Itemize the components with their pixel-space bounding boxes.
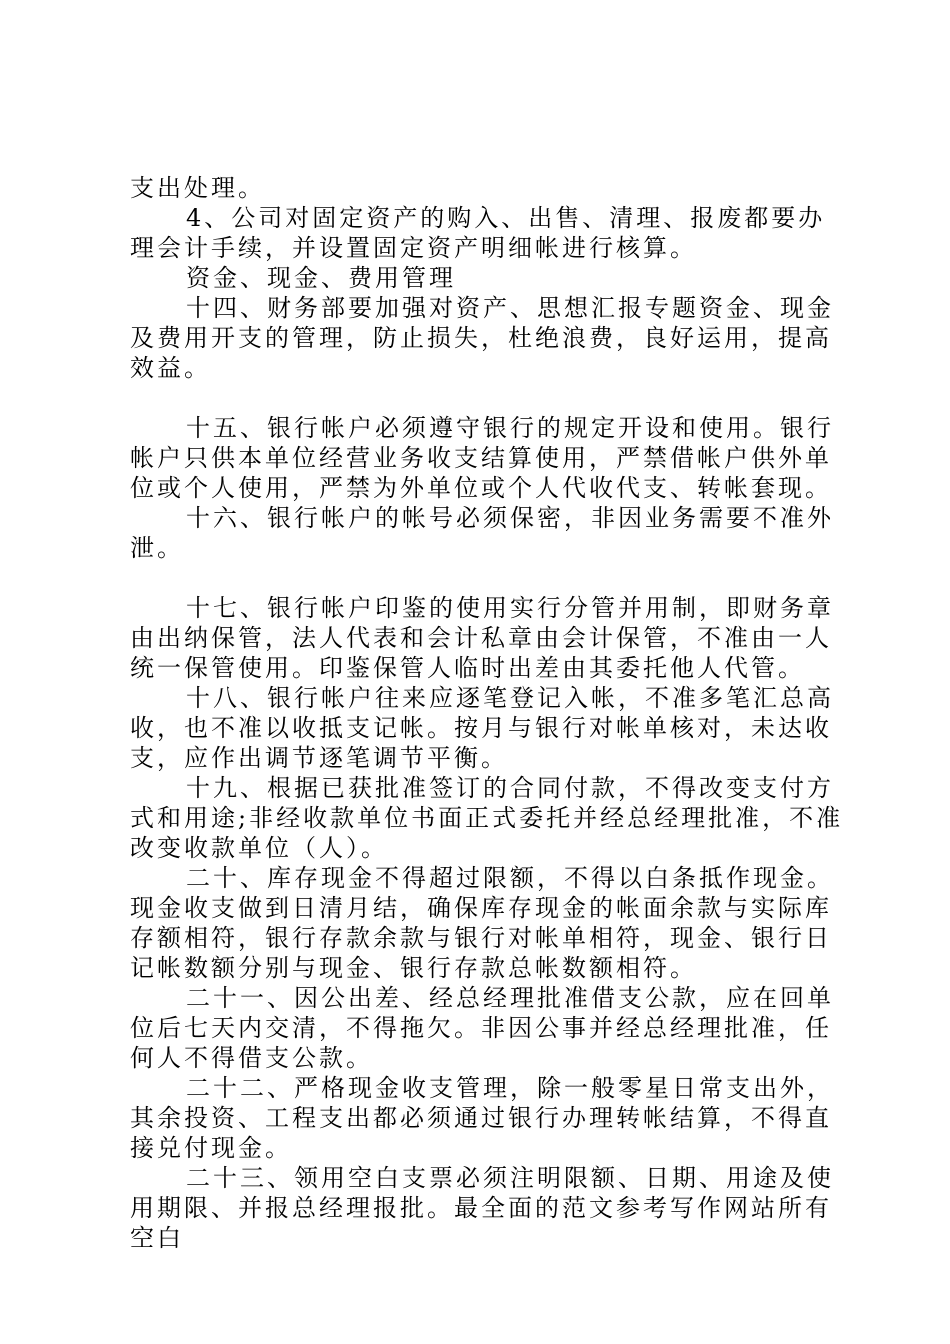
paragraph-item-23: 二十三、领用空白支票必须注明限额、日期、用途及使用期限、并报总经理报批。最全面的范文参考写作网站所有空白 (130, 1164, 834, 1252)
paragraph-item-14: 十四、财务部要加强对资产、思想汇报专题资金、现金及费用开支的管理，防止损失，杜绝浪费，良好运用，提高效益。 (130, 294, 834, 382)
paragraph-item-19: 十九、根据已获批准签订的合同付款，不得改变支付方式和用途;非经收款单位书面正式委托并经总经理批准，不准改变收款单位（人）。 (130, 774, 844, 862)
paragraph-item-20: 二十、库存现金不得超过限额，不得以白条抵作现金。现金收支做到日清月结，确保库存现金的帐面余款与实际库存额相符，银行存款余款与银行对帐单相符，现金、银行日记帐数额分别与现金、银行存款总帐数额相符。 (130, 864, 834, 982)
paragraph-gap (130, 563, 850, 593)
paragraph-item-16: 十六、银行帐户的帐号必须保密，非因业务需要不准外泄。 (130, 504, 834, 562)
document-body (130, 173, 850, 1253)
paragraph-item-4: 4、公司对固定资产的购入、出售、清理、报废都要办理会计手续，并设置固定资产明细帐进行核算。 (130, 204, 826, 262)
paragraph-continuation: 支出处理。 (130, 174, 265, 202)
paragraph-item-17: 十七、银行帐户印鉴的使用实行分管并用制，即财务章由出纳保管，法人代表和会计私章由会计保管，不准由一人统一保管使用。印鉴保管人临时出差由其委托他人代管。 (130, 594, 834, 682)
paragraph-item-15: 十五、银行帐户必须遵守银行的规定开设和使用。银行帐户只供本单位经营业务收支结算使用，严禁借帐户供外单位或个人使用，严禁为外单位或个人代收代支、转帐套现。 (130, 414, 834, 502)
paragraph-item-21: 二十一、因公出差、经总经理批准借支公款，应在回单位后七天内交清，不得拖欠。非因公事并经总经理批准，任何人不得借支公款。 (130, 984, 834, 1072)
paragraph-item-18: 十八、银行帐户往来应逐笔登记入帐，不准多笔汇总高收，也不准以收抵支记帐。按月与银行对帐单核对，未达收支，应作出调节逐笔调节平衡。 (130, 684, 834, 772)
paragraph-item-22: 二十二、严格现金收支管理，除一般零星日常支出外，其余投资、工程支出都必须通过银行办理转帐结算，不得直接兑付现金。 (130, 1074, 834, 1162)
section-heading: 资金、现金、费用管理 (186, 264, 456, 292)
paragraph-gap (130, 383, 850, 413)
